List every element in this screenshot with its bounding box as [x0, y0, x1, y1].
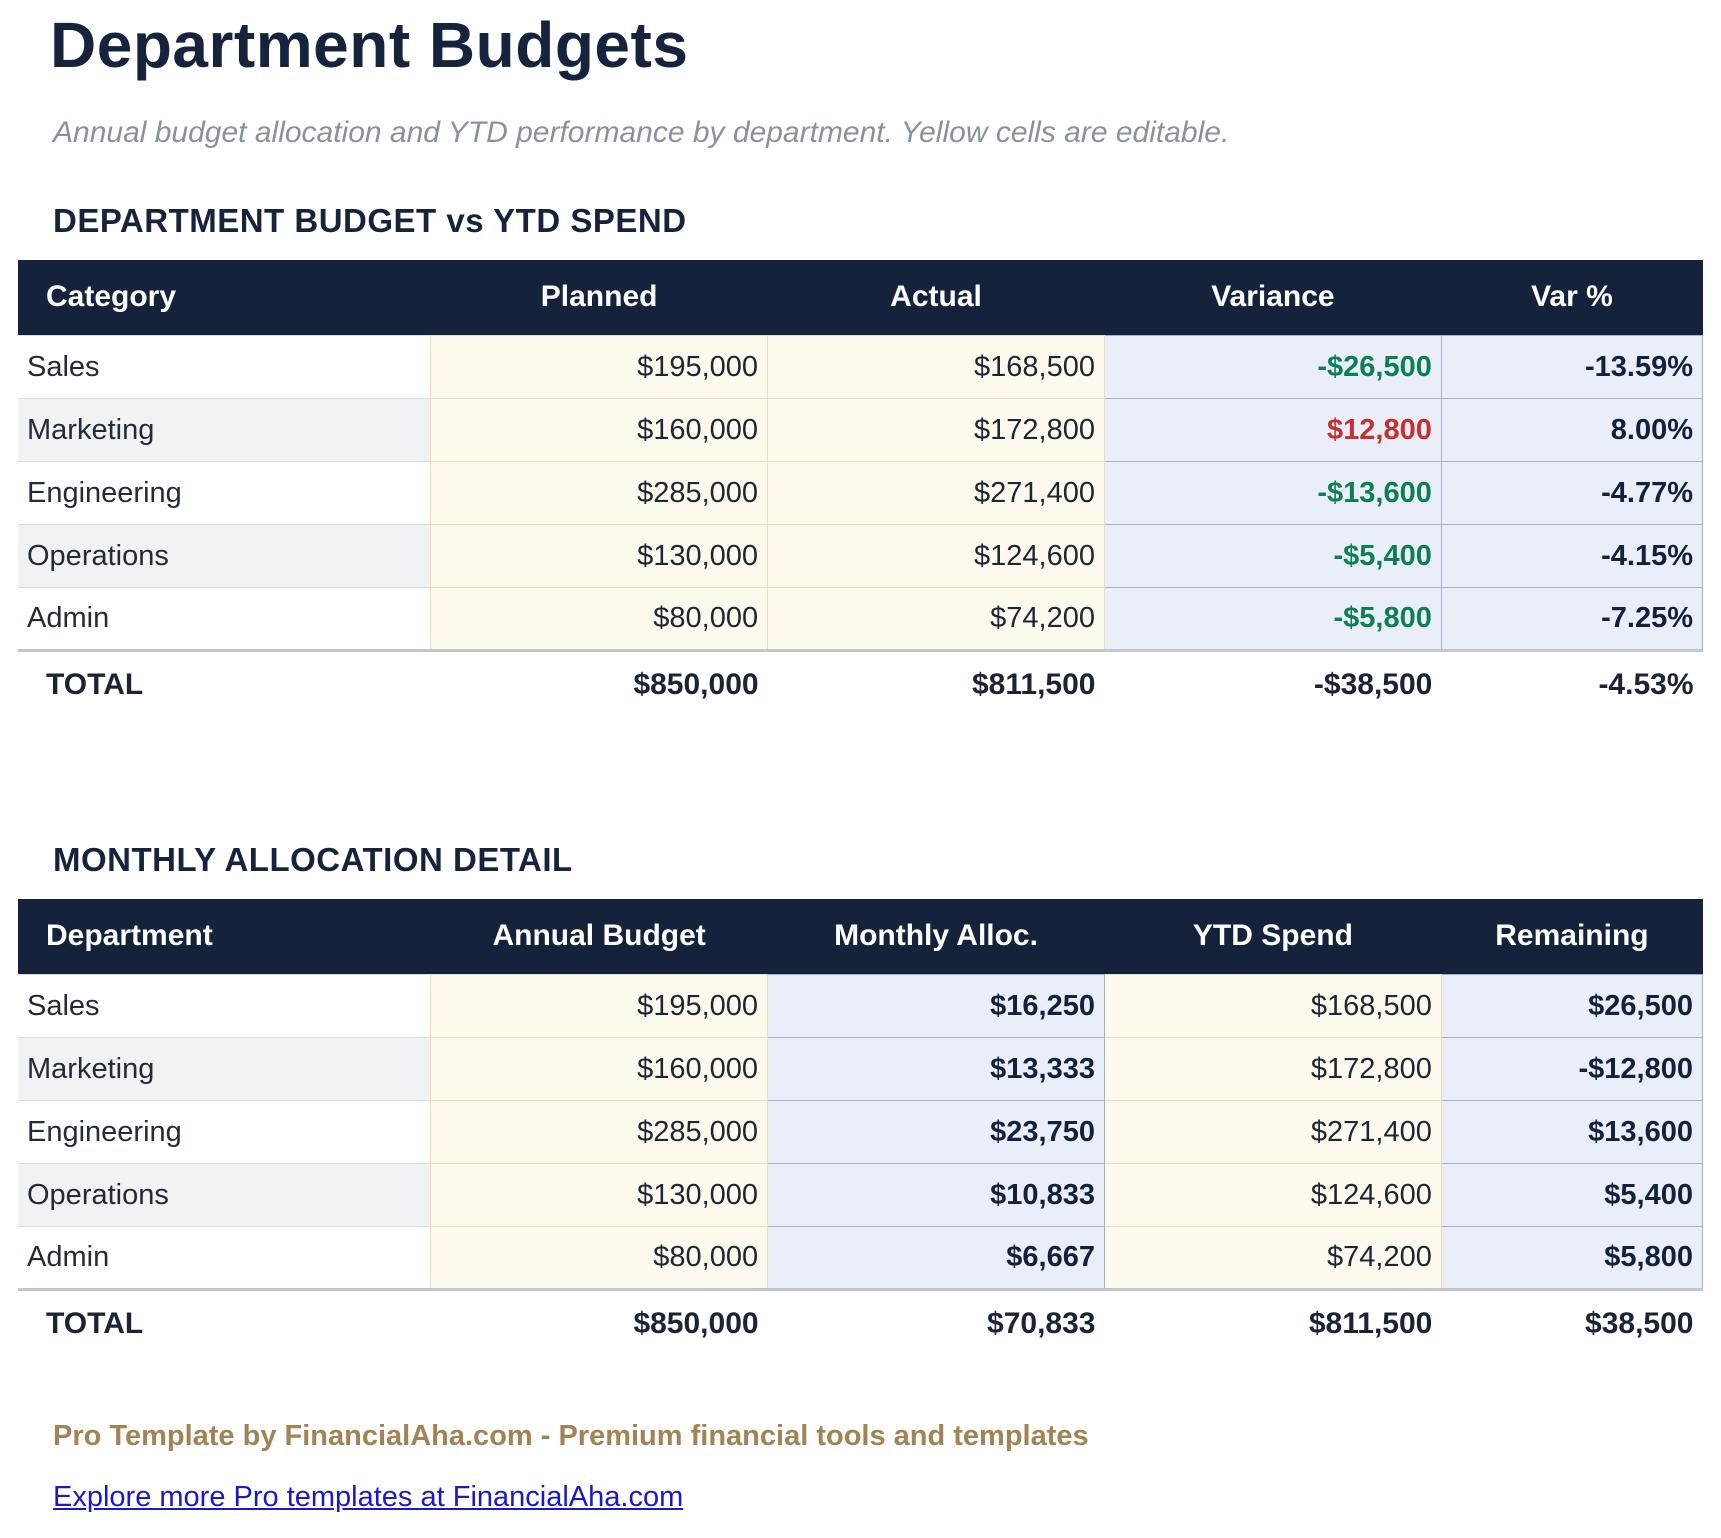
- var-pct-cell: -4.77%: [1441, 462, 1702, 525]
- monthly-alloc-cell: $13,333: [768, 1038, 1105, 1101]
- table-row-engineering: [18, 1101, 1703, 1164]
- header-cell-annual-budget: Annual Budget: [431, 899, 768, 975]
- header-cell-category: Category: [18, 260, 431, 336]
- actual-cell-editable[interactable]: $168,500: [768, 336, 1105, 399]
- var-pct-cell: -13.59%: [1441, 336, 1702, 399]
- remaining-cell: -$12,800: [1441, 1038, 1702, 1101]
- planned-cell-editable[interactable]: $130,000: [431, 525, 768, 588]
- total-label: TOTAL: [18, 1290, 431, 1358]
- monthly-alloc-cell: $23,750: [768, 1101, 1105, 1164]
- monthly-alloc-cell: $16,250: [768, 975, 1105, 1038]
- var-pct-cell: 8.00%: [1441, 399, 1702, 462]
- total-annual-budget: $850,000: [431, 1290, 768, 1358]
- ytd-spend-cell-editable[interactable]: $124,600: [1104, 1164, 1441, 1227]
- planned-cell-editable[interactable]: $195,000: [431, 336, 768, 399]
- category-cell: Engineering: [18, 462, 431, 525]
- variance-cell: -$5,800: [1104, 588, 1441, 651]
- remaining-cell: $5,400: [1441, 1164, 1702, 1227]
- actual-cell-editable[interactable]: $124,600: [768, 525, 1105, 588]
- annual-budget-cell-editable[interactable]: $80,000: [431, 1227, 768, 1290]
- total-remaining: $38,500: [1441, 1290, 1702, 1358]
- header-cell-remaining: Remaining: [1441, 899, 1702, 975]
- variance-cell: $12,800: [1104, 399, 1441, 462]
- monthly-alloc-cell: $6,667: [768, 1227, 1105, 1290]
- budget-vs-ytd-table: [18, 260, 1703, 719]
- annual-budget-cell-editable[interactable]: $285,000: [431, 1101, 768, 1164]
- header-cell-variance: Variance: [1104, 260, 1441, 336]
- page-subtitle: Annual budget allocation and YTD performance by department. Yellow cells are editable.: [53, 115, 1230, 149]
- monthly-alloc-cell: $10,833: [768, 1164, 1105, 1227]
- table-row-engineering: [18, 462, 1703, 525]
- remaining-cell: $5,800: [1441, 1227, 1702, 1290]
- header-cell-var-pct: Var %: [1441, 260, 1702, 336]
- department-cell: Operations: [18, 1164, 431, 1227]
- header-cell-planned: Planned: [431, 260, 768, 336]
- total-variance: -$38,500: [1104, 651, 1441, 719]
- table-row-operations: [18, 525, 1703, 588]
- budget-total-row: [18, 651, 1703, 719]
- actual-cell-editable[interactable]: $271,400: [768, 462, 1105, 525]
- budget-table-header-row: [18, 260, 1703, 336]
- department-cell: Engineering: [18, 1101, 431, 1164]
- footer-explore-link[interactable]: Explore more Pro templates at FinancialAha.com: [53, 1480, 684, 1513]
- department-cell: Admin: [18, 1227, 431, 1290]
- var-pct-cell: -7.25%: [1441, 588, 1702, 651]
- department-cell: Sales: [18, 975, 431, 1038]
- variance-cell: -$5,400: [1104, 525, 1441, 588]
- table-row-marketing: [18, 399, 1703, 462]
- total-planned: $850,000: [431, 651, 768, 719]
- variance-cell: -$26,500: [1104, 336, 1441, 399]
- monthly-allocation-table: [18, 899, 1703, 1358]
- total-var-pct: -4.53%: [1441, 651, 1702, 719]
- total-monthly-alloc: $70,833: [768, 1290, 1105, 1358]
- category-cell: Admin: [18, 588, 431, 651]
- table-row-operations: [18, 1164, 1703, 1227]
- table-row-marketing: [18, 1038, 1703, 1101]
- header-cell-monthly-alloc: Monthly Alloc.: [768, 899, 1105, 975]
- allocation-total-row: [18, 1290, 1703, 1358]
- ytd-spend-cell-editable[interactable]: $172,800: [1104, 1038, 1441, 1101]
- category-cell: Operations: [18, 525, 431, 588]
- ytd-spend-cell-editable[interactable]: $74,200: [1104, 1227, 1441, 1290]
- ytd-spend-cell-editable[interactable]: $271,400: [1104, 1101, 1441, 1164]
- table-row-admin: [18, 1227, 1703, 1290]
- table-row-sales: [18, 975, 1703, 1038]
- allocation-table-header-row: [18, 899, 1703, 975]
- planned-cell-editable[interactable]: $80,000: [431, 588, 768, 651]
- category-cell: Marketing: [18, 399, 431, 462]
- actual-cell-editable[interactable]: $172,800: [768, 399, 1105, 462]
- annual-budget-cell-editable[interactable]: $130,000: [431, 1164, 768, 1227]
- total-actual: $811,500: [768, 651, 1105, 719]
- planned-cell-editable[interactable]: $160,000: [431, 399, 768, 462]
- department-budgets-page: [0, 10, 1721, 1538]
- total-label: TOTAL: [18, 651, 431, 719]
- var-pct-cell: -4.15%: [1441, 525, 1702, 588]
- category-cell: Sales: [18, 336, 431, 399]
- header-cell-department: Department: [18, 899, 431, 975]
- annual-budget-cell-editable[interactable]: $195,000: [431, 975, 768, 1038]
- department-cell: Marketing: [18, 1038, 431, 1101]
- actual-cell-editable[interactable]: $74,200: [768, 588, 1105, 651]
- page-title: Department Budgets: [50, 9, 689, 81]
- planned-cell-editable[interactable]: $285,000: [431, 462, 768, 525]
- total-ytd-spend: $811,500: [1104, 1290, 1441, 1358]
- remaining-cell: $26,500: [1441, 975, 1702, 1038]
- section-heading-budget-vs-ytd: DEPARTMENT BUDGET vs YTD SPEND: [53, 201, 687, 239]
- variance-cell: -$13,600: [1104, 462, 1441, 525]
- header-cell-actual: Actual: [768, 260, 1105, 336]
- remaining-cell: $13,600: [1441, 1101, 1702, 1164]
- ytd-spend-cell-editable[interactable]: $168,500: [1104, 975, 1441, 1038]
- table-row-sales: [18, 336, 1703, 399]
- table-row-admin: [18, 588, 1703, 651]
- footer-pro-text: Pro Template by FinancialAha.com - Premium financial tools and templates: [53, 1419, 1089, 1452]
- header-cell-ytd-spend: YTD Spend: [1104, 899, 1441, 975]
- annual-budget-cell-editable[interactable]: $160,000: [431, 1038, 768, 1101]
- section-heading-monthly-allocation: MONTHLY ALLOCATION DETAIL: [53, 840, 573, 878]
